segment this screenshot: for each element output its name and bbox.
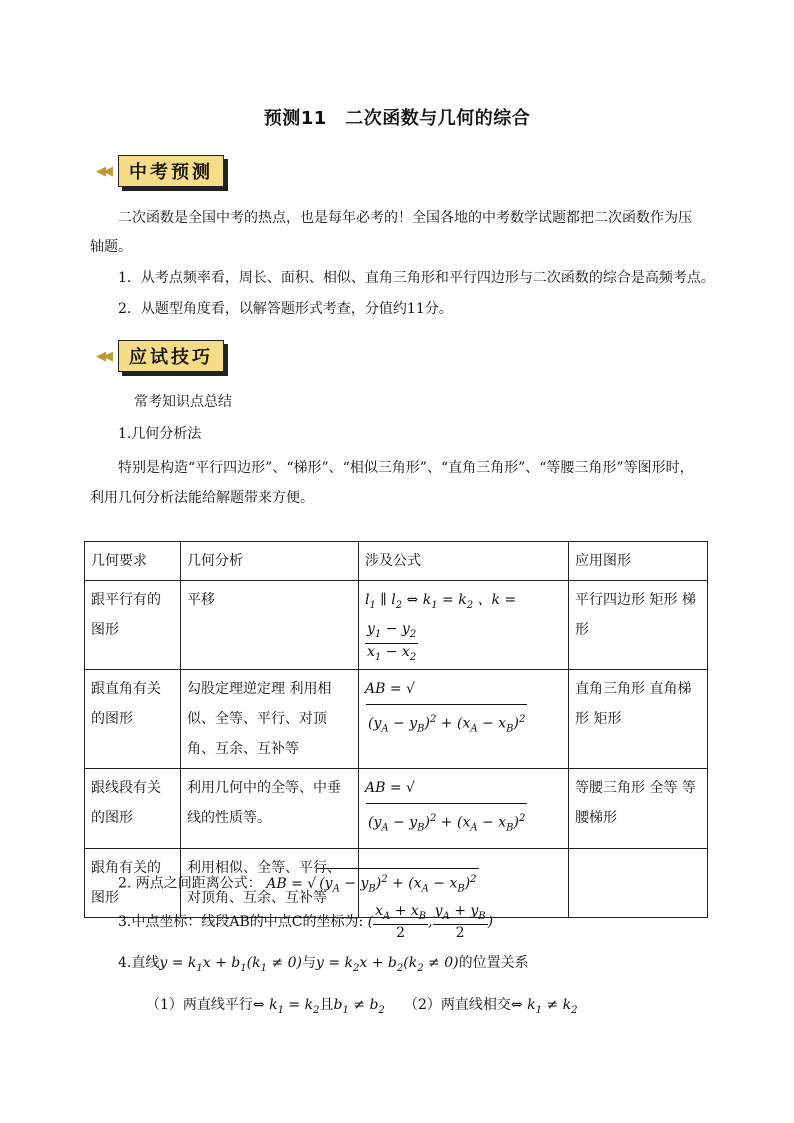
midpoint-formula-line (118, 902, 493, 942)
banner-label: 中考预测 (118, 155, 224, 187)
intro-paragraph: 二次函数是全国中考的热点，也是每年必考的！全国各地的中考数学试题都把二次函数作为压轴题。 (90, 210, 692, 255)
formula-cell: AB = $√(y_A - y_B)^2 + (x_A - x_B)^2$ (359, 769, 569, 848)
table-header: 几何分析 (181, 542, 359, 581)
parallel-formula: ⇔ $k_1 = k_2$ (252, 997, 320, 1016)
intro-point-1: 1．从考点频率看，周长、面积、相似、直角三角形和平行四边形与二次函数的综合是高频考点。 (118, 270, 715, 286)
page-title: 预测11 二次函数与几何的综合 (263, 108, 531, 129)
table-cell: 直角三角形 直角梯形 矩形 (569, 670, 708, 769)
parallel-label: （1）两直线平行 (146, 997, 253, 1013)
intro-point-2: 2．从题型角度看，以解答题形式考查，分值约11分。 (118, 301, 453, 317)
line-relation-tail: 的位置关系 (458, 955, 529, 971)
double-arrow-icon: ◀◀ (96, 163, 110, 179)
line-relation-connector: 与 (301, 955, 316, 971)
distance-formula: AB = √ $(y_A - y_B)^2 + (x_A - x_B)^2$ (266, 876, 478, 892)
table-cell: 跟角有关的图形 (85, 848, 181, 917)
midpoint-formula: ( $\frac{x_A + x_B}{2}$ , $\frac{y_A + y_B}{2}$ ) (367, 902, 494, 942)
table-cell: 跟线段有关的图形 (85, 769, 181, 848)
line-relation-line (118, 952, 529, 980)
table-cell: 跟平行有的图形 (85, 581, 181, 670)
parallel-connector: 且 (319, 997, 334, 1013)
midpoint-label: 3.中点坐标：线段AB的中点C的坐标为: (118, 914, 364, 930)
table-cell: 利用几何中的全等、中垂线的性质等。 (181, 769, 359, 848)
double-arrow-icon: ◀◀ (96, 348, 110, 364)
table-cell: 勾股定理逆定理 利用相似、全等、平行、对顶角、互余、互补等 (181, 670, 359, 769)
table-row (85, 581, 708, 670)
line-equation-2: $y = k_2x + b_2(k_2 \ne 0)$ (315, 955, 459, 974)
table-cell: 等腰三角形 全等 等腰梯形 (569, 769, 708, 848)
formula-cell: AB = $√(y_A - y_B)^2 + (x_A - x_B)^2$ (359, 670, 569, 769)
line-equation-1: $y = k_1x + b_1(k_1 \ne 0)$ (159, 955, 302, 974)
table-cell: 平行四边形 矩形 梯形 (569, 581, 708, 670)
formula-cell: $l_1$ ∥ $l_2$ ⇔ $k_1 = k_2$ 、k = $\frac{y_1 - y_2}{x_1 - x_2}$ (359, 581, 569, 670)
table-header: 涉及公式 (359, 542, 569, 581)
table-row (85, 769, 708, 848)
table-cell: 跟直角有关的图形 (85, 670, 181, 769)
table-row (85, 670, 708, 769)
section-banner-prediction (96, 153, 224, 189)
geometry-table (84, 541, 708, 918)
banner-label: 应试技巧 (118, 340, 224, 372)
knowledge-item-1-desc: 特别是构造“平行四边形”、“梯形”、“相似三角形”、“直角三角形”、“等腰三角形”等图形时，利用几何分析法能给解题带来方便。 (90, 460, 694, 506)
table-header: 应用图形 (569, 542, 708, 581)
section-banner-tips (96, 338, 224, 374)
parallel-condition (146, 994, 385, 1022)
line-relation-label: 4.直线 (118, 955, 160, 971)
table-cell: 利用相似、全等、平行、对顶角、互余、互补等 (181, 848, 359, 917)
knowledge-item-1: 1.几何分析法 (118, 426, 202, 442)
distance-formula-label: 2. 两点之间距离公式： (118, 875, 262, 892)
intersect-condition (404, 994, 577, 1022)
parallel-formula-2: $b_1 \ne b_2$ (333, 997, 385, 1016)
intersect-label: （2）两直线相交 (404, 997, 511, 1013)
table-cell (569, 848, 708, 917)
intersect-formula: ⇔ $k_1 \ne k_2$ (510, 997, 578, 1016)
table-header-row (85, 542, 708, 581)
distance-formula-line (118, 868, 479, 900)
table-cell: 平移 (181, 581, 359, 670)
table-header: 几何要求 (85, 542, 181, 581)
knowledge-heading: 常考知识点总结 (134, 394, 232, 410)
